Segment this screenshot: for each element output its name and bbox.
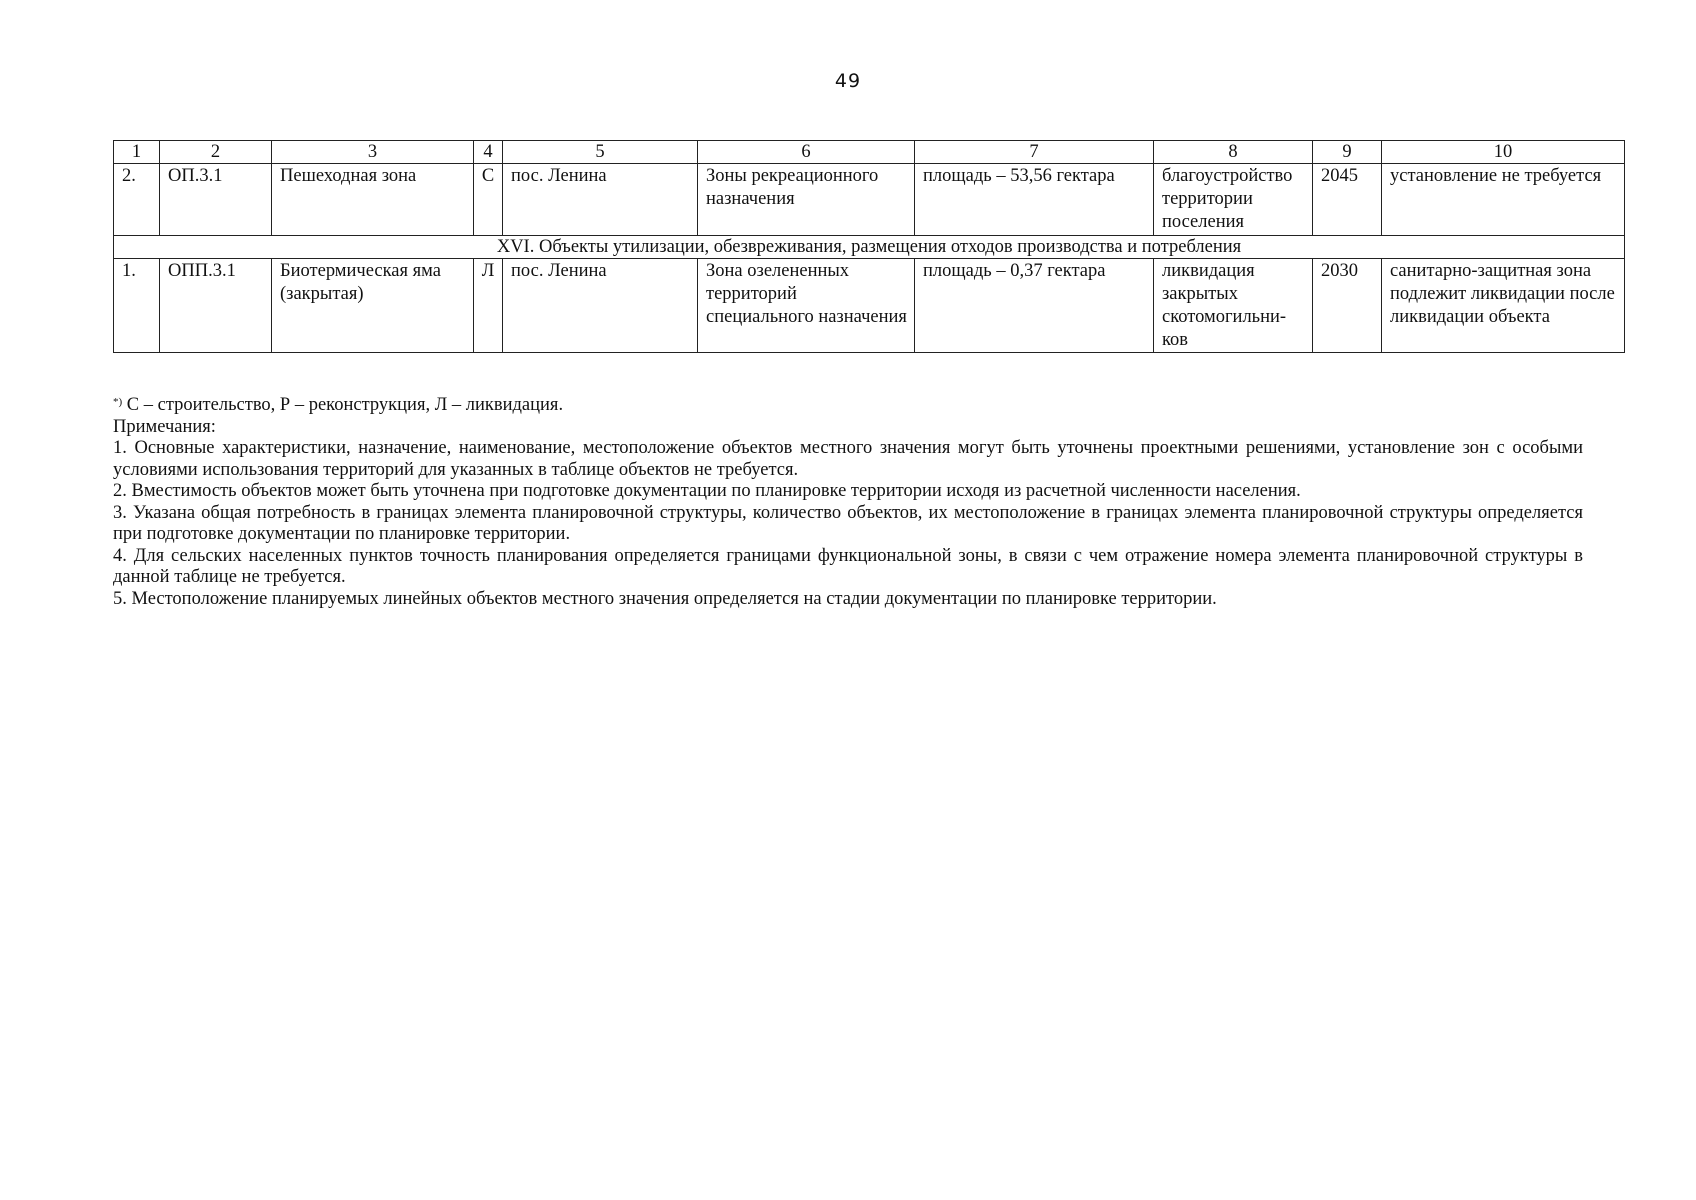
object-purpose: ликвидация закрытых скотомогильни-ков — [1154, 259, 1313, 353]
object-location: пос. Ленина — [503, 164, 698, 236]
functional-zone: Зона озелененных территорий специального назначения — [698, 259, 915, 353]
objects-table — [113, 140, 1625, 353]
section-title: XVI. Объекты утилизации, обезвреживания, размещения отходов производства и потребления — [114, 236, 1625, 259]
functional-zone: Зоны рекреационного назначения — [698, 164, 915, 236]
note-item: 1. Основные характеристики, назначение, наименование, местоположение объектов местного значения могут быть уточнены проектными решениями, установление зон с особыми условиями использования территорий для указанных в таблице объектов не требуется. — [113, 438, 1583, 480]
object-name: Пешеходная зона — [272, 164, 474, 236]
object-code: ОПП.3.1 — [160, 259, 272, 353]
page-number: 49 — [834, 70, 862, 92]
column-number-row — [114, 141, 1625, 164]
note-item: 4. Для сельских населенных пунктов точность планирования определяется границами функциональной зоны, в связи с чем отражение номера элемента планировочной структуры в данной таблице не требуется. — [113, 545, 1583, 587]
column-number: 4 — [474, 141, 503, 164]
row-number: 2. — [114, 164, 160, 236]
section-row — [114, 236, 1625, 259]
footnote-mark: *) — [113, 396, 123, 408]
notes-heading: Примечания: — [113, 416, 216, 437]
notes-block — [113, 392, 1583, 610]
action-type: Л — [474, 259, 503, 353]
column-number: 2 — [160, 141, 272, 164]
column-number: 8 — [1154, 141, 1313, 164]
footnote — [113, 392, 1583, 417]
note-item: 2. Вместимость объектов может быть уточнена при подготовке документации по планировке территории исходя из расчетной численности населения. — [113, 481, 1301, 501]
note-item: 5. Местоположение планируемых линейных объектов местного значения определяется на стадии документации по планировке территории. — [113, 588, 1217, 609]
object-purpose: благоустройство территории поселения — [1154, 164, 1313, 236]
column-number: 9 — [1313, 141, 1382, 164]
implementation-year: 2045 — [1313, 164, 1382, 236]
row-number: 1. — [114, 259, 160, 353]
footnote-text: С – строительство, Р – реконструкция, Л – ликвидация. — [122, 395, 564, 415]
implementation-year: 2030 — [1313, 259, 1382, 353]
special-zones-note: санитарно-защитная зона подлежит ликвидации после ликвидации объекта — [1382, 259, 1625, 353]
table-row — [114, 164, 1625, 236]
object-code: ОП.3.1 — [160, 164, 272, 236]
object-characteristic: площадь – 0,37 гектара — [915, 259, 1154, 353]
column-number: 6 — [698, 141, 915, 164]
object-characteristic: площадь – 53,56 гектара — [915, 164, 1154, 236]
column-number: 7 — [915, 141, 1154, 164]
column-number: 3 — [272, 141, 474, 164]
object-location: пос. Ленина — [503, 259, 698, 353]
column-number: 1 — [114, 141, 160, 164]
column-number: 10 — [1382, 141, 1625, 164]
table-row — [114, 259, 1625, 353]
column-number: 5 — [503, 141, 698, 164]
object-name: Биотермическая яма (закрытая) — [272, 259, 474, 353]
action-type: С — [474, 164, 503, 236]
note-item: 3. Указана общая потребность в границах элемента планировочной структуры, количество объектов, их местоположение в границах элемента планировочной структуры определяется при подготовке документации по планировке территории. — [113, 502, 1583, 544]
special-zones-note: установление не требуется — [1382, 164, 1625, 236]
